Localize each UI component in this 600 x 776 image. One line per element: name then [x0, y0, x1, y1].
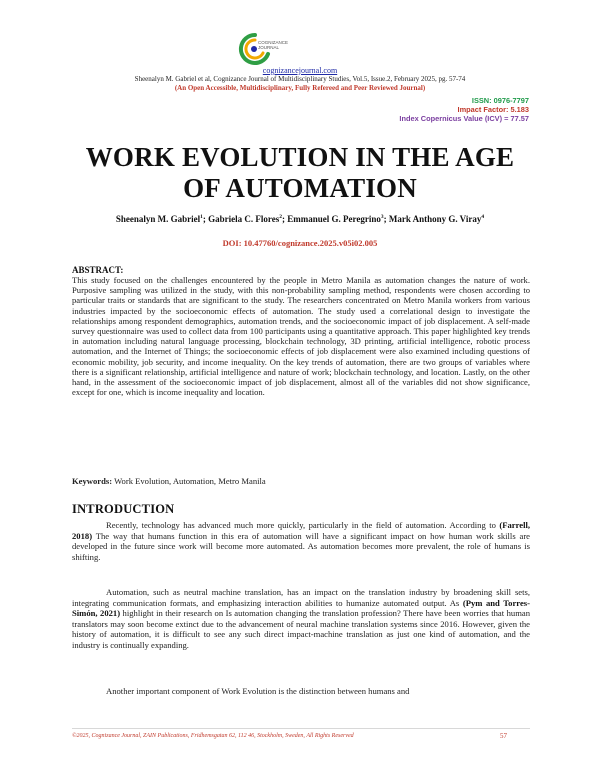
author-separator: ;	[383, 214, 389, 224]
issn: ISSN: 0976-7797	[471, 96, 529, 105]
impact-factor: Impact Factor: 5.183	[457, 105, 529, 114]
paragraph-text: highlight in their research on Is automation changing the translation profession? There have been worries that human translators may soon become extinct due to the advancement of neural machine translation systems since 2016. However, given the history of automation, it is difficult to see any such direct impact-machine translation as just one kind of automation, and the industry is continually expanding.	[72, 608, 530, 650]
author-affiliation: 3	[380, 214, 384, 220]
paragraph-text: The way that humans function in this era of automation will have a significant impact on how human work skills are developed in the future since work will become more automated. As automation becomes more prevalent, the role of humans is shifting.	[72, 530, 530, 562]
abstract-heading: ABSTRACT:	[72, 265, 124, 275]
author-affiliation: 2	[279, 214, 282, 220]
abstract-text: This study focused on the challenges encountered by the people in Metro Manila as automation changes the nature of work. Purposive sampling was utilized in the study, with this non-probability sampling method, respondents were chosen according to particular traits or standards that are significant to the study. The researchers concentrated on Metro Manila workers from various industries impacted by the socioeconomic effects of automation. The study used a correlational design to investigate the relationships among respondent demographics, automation trends, and the socioeconomic impact of job displacement. A self-made survey questionnaire was used to collect data from 100 participants using a quantitative approach. This paper highlighted key trends in automation including natural language processing, blockchain technology, 3D printing, artificial intelligence, robotic process automation, and the Internet of Things; the socioeconomic effects of job displacement were also examined including questions of economic mobility, job security, and income inequality. On the key trends of automation, there are two groups of variables where there is a significant relationship, artificial intelligence and nature of work; blockchain technology, and location. Lastly, on the other hand, in the assessment of the socioeconomic impact of job displacement, almost all of the variables did not show significance, except for one, which is income inequality and location.	[72, 275, 530, 398]
icv-value: Index Copernicus Value (ICV) = 77.57	[399, 114, 529, 123]
keywords-line	[72, 476, 266, 486]
citation-line: Sheenalyn M. Gabriel et al, Cognizance Journal of Multidisciplinary Studies, Vol.5, Issue.2, February 2025, pg. 57-74	[134, 75, 466, 83]
journal-website-link[interactable]: cognizancejournal.com	[262, 66, 338, 75]
author-separator: ;	[202, 214, 209, 224]
title-line-1: WORK EVOLUTION IN THE AGE	[85, 142, 515, 172]
author-name: Gabriela C. Flores	[208, 214, 280, 224]
author-name: Emmanuel G. Peregrino	[287, 214, 381, 224]
intro-paragraph-3: Another important component of Work Evolution is the distinction between humans and	[106, 686, 410, 696]
introduction-heading: INTRODUCTION	[72, 502, 175, 516]
citation-reference: (Pym and Torres-Simón, 2021)	[72, 597, 530, 619]
author-affiliation: 1	[200, 214, 203, 220]
citation-reference: (Farrell, 2018)	[72, 520, 530, 541]
title-line-2: OF AUTOMATION	[183, 173, 417, 203]
doi-link[interactable]: DOI: 10.47760/cognizance.2025.v05i02.005	[222, 238, 378, 248]
keywords-list: Work Evolution, Automation, Metro Manila	[114, 476, 266, 486]
paper-title	[70, 142, 530, 204]
footer-copyright: ©2025, Cognizance Journal, ZAIN Publications, Fridhemsgatan 62, 112 46, Stockholm, Sweden, All Rights Reserved	[72, 733, 354, 739]
keywords-label: Keywords:	[72, 476, 113, 486]
footer-divider	[72, 728, 530, 729]
author-name: Mark Anthony G. Viray	[388, 214, 482, 224]
logo-wordmark	[258, 40, 288, 50]
author-separator: ;	[282, 214, 288, 224]
author-name: Sheenalyn M. Gabriel	[115, 214, 201, 224]
intro-paragraph-2	[72, 587, 530, 651]
page-number: 57	[500, 732, 507, 740]
author-affiliation: 4	[481, 214, 485, 220]
intro-paragraph-1	[72, 520, 530, 562]
paragraph-text: Recently, technology has advanced much more quickly, particularly in the field of automation. According to	[106, 520, 500, 530]
logo-line-2: JOURNAL	[258, 45, 280, 50]
logo-line-1: COGNIZANCE	[258, 40, 289, 45]
author-list	[0, 214, 600, 224]
access-statement: (An Open Accessible, Multidisciplinary, Fully Refereed and Peer Reviewed Journal)	[174, 84, 426, 92]
paragraph-text: Automation, such as neutral machine translation, has an impact on the translation industry by broadening skill sets, integrating communication formats, and emphasizing interaction abilities to humanize automated output. As	[72, 587, 530, 608]
